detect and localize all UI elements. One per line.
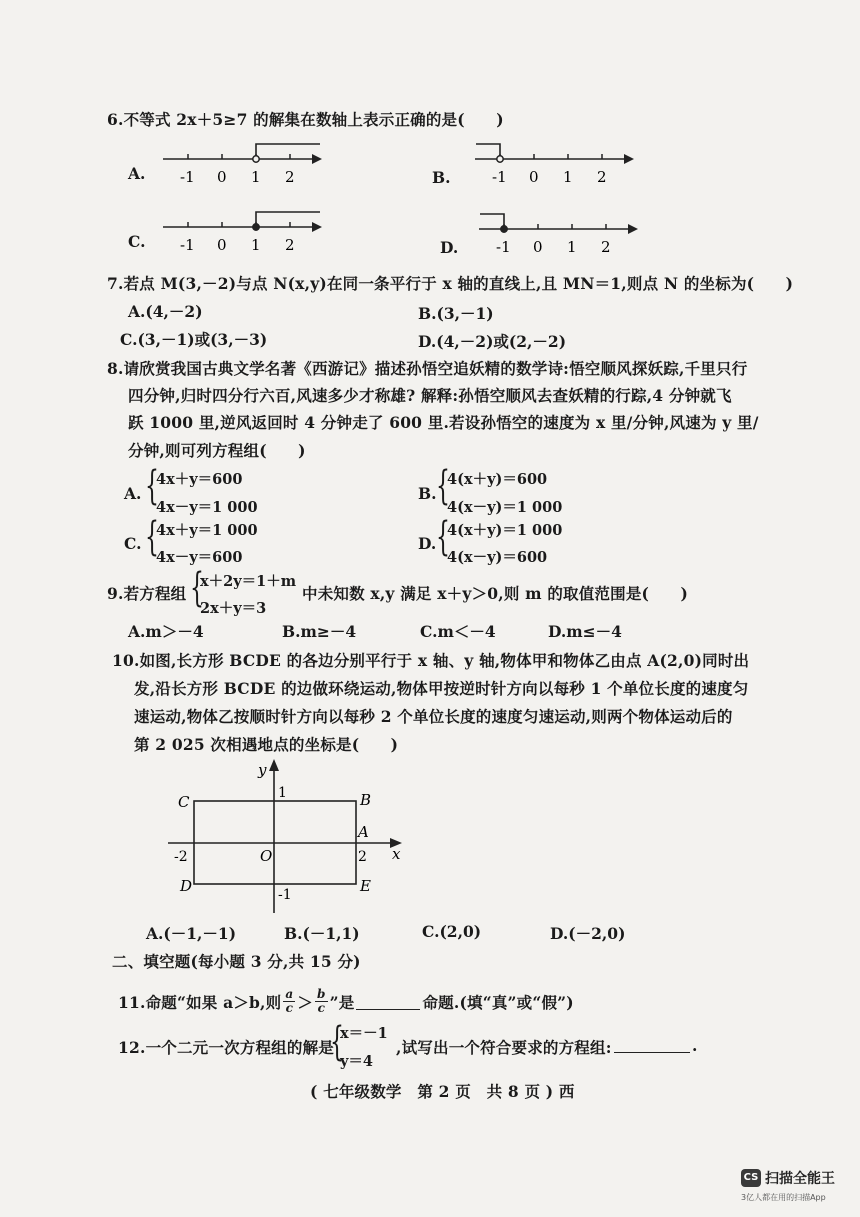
q10-line-4: 第 2 025 次相遇地点的坐标是( ) [134, 735, 399, 754]
q11-answer-blank[interactable] [356, 993, 420, 1010]
q8-line-1: 8.请欣赏我国古典文学名著《西游记》描述孙悟空追妖精的数学诗:悟空顺风探妖踪,千里只行 [107, 359, 748, 378]
q12-suffix: ,试写出一个符合要求的方程组: [396, 1038, 612, 1057]
q10-line-3: 速运动,物体乙按顺时针方向以每秒 2 个单位长度的速度匀速运动,则两个物体运动后的 [134, 707, 733, 726]
q7-option-c: C.(3,－1)或(3,－3) [120, 330, 268, 349]
q8-option-c-letter: C. [124, 534, 142, 553]
q9-prefix: 9.若方程组 [107, 584, 187, 603]
q10-option-c: C.(2,0) [422, 922, 482, 941]
tick-label: 1 [251, 236, 261, 254]
q8-option-b-letter: B. [418, 484, 437, 503]
q12-eq1: x＝－1 [340, 1025, 388, 1042]
q11-prefix: 11.命题“如果 a＞b,则 [118, 992, 282, 1012]
q9-option-b: B.m≥－4 [282, 622, 357, 641]
fraction-numerator: a [285, 987, 294, 1001]
q12-eq2: y＝4 [340, 1053, 374, 1070]
q6-option-d-numberline [476, 208, 646, 258]
left-brace-icon: { [190, 565, 204, 611]
q8-option-c-eq2: 4x－y＝600 [156, 549, 243, 566]
q8-option-d-eq2: 4(x－y)＝600 [447, 549, 548, 566]
label-neg1: -1 [278, 887, 292, 903]
q7-option-d: D.(4,－2)或(2,－2) [418, 332, 567, 351]
tick-label: 2 [597, 168, 607, 186]
q8-option-a-letter: A. [124, 484, 142, 503]
label-y: y [258, 761, 267, 779]
q11-line [118, 988, 574, 1015]
q6-option-c-numberline [160, 206, 330, 256]
q8-option-b-eq2: 4(x－y)＝1 000 [447, 499, 563, 516]
q9-option-a: A.m＞－4 [128, 622, 204, 641]
left-brace-icon: { [330, 1019, 344, 1065]
q9-eq1: x＋2y＝1＋m [200, 573, 297, 590]
camscanner-logo-icon: CS [741, 1169, 761, 1187]
q8-line-4: 分钟,则可列方程组( ) [128, 441, 306, 460]
q6-option-a-numberline [160, 138, 330, 188]
tick-label: -1 [492, 168, 507, 186]
left-brace-icon: { [145, 463, 159, 509]
fraction-numerator: b [317, 987, 326, 1001]
watermark-subtitle: 3亿人都在用的扫描App [741, 1193, 826, 1202]
label-x: x [392, 845, 401, 863]
q7-stem: 7.若点 M(3,－2)与点 N(x,y)在同一条平行于 x 轴的直线上,且 MN＝1,则点 N 的坐标为( ) [107, 274, 794, 293]
q6-stem: 6.不等式 2x＋5≥7 的解集在数轴上表示正确的是( ) [107, 110, 504, 129]
tick-label: -1 [180, 168, 195, 186]
q11-suffix: 命题.(填“真”或“假”) [422, 992, 574, 1012]
page-footer: ( 七年级数学 第 2 页 共 8 页 ) 西 [310, 1082, 575, 1101]
q8-option-a-eq2: 4x－y＝1 000 [156, 499, 258, 516]
label-2: 2 [358, 849, 367, 865]
q9-suffix: 中未知数 x,y 满足 x＋y＞0,则 m 的取值范围是( ) [302, 584, 689, 603]
watermark-title: 扫描全能王 [765, 1171, 835, 1187]
tick-label: 2 [285, 236, 295, 254]
q8-option-b-eq1: 4(x＋y)＝600 [447, 471, 548, 488]
q11-mid: ”是 [329, 992, 355, 1012]
fraction-denominator: c [317, 1001, 326, 1015]
label-c: C [178, 793, 190, 811]
label-neg2: -2 [174, 849, 188, 865]
tick-label: 0 [217, 236, 227, 254]
left-brace-icon: { [436, 463, 450, 509]
tick-label: -1 [180, 236, 195, 254]
q9-option-d: D.m≤－4 [548, 622, 622, 641]
tick-label: 0 [533, 238, 543, 256]
label-a: A [358, 823, 369, 841]
q8-line-2: 四分钟,归时四分行六百,风速多少才称雄? 解释:孙悟空顺风去查妖精的行踪,4 分钟就飞 [128, 386, 732, 405]
label-d: D [180, 877, 193, 895]
section-2-title: 二、填空题(每小题 3 分,共 15 分) [112, 952, 361, 971]
label-e: E [360, 877, 371, 895]
q8-line-3: 跃 1000 里,逆风返回时 4 分钟走了 600 里.若设孙悟空的速度为 x 里/分钟,风速为 y 里/ [128, 413, 759, 432]
q12-prefix: 12.一个二元一次方程组的解是 [118, 1038, 334, 1057]
q12-end: . [692, 1036, 698, 1055]
tick-label: 2 [285, 168, 295, 186]
q8-option-d-eq1: 4(x＋y)＝1 000 [447, 522, 563, 539]
q7-option-a: A.(4,－2) [128, 302, 203, 321]
fraction-denominator: c [285, 1001, 294, 1015]
q10-line-2: 发,沿长方形 BCDE 的边做环绕运动,物体甲按逆时针方向以每秒 1 个单位长度的速度匀 [134, 679, 749, 698]
tick-label: 2 [601, 238, 611, 256]
left-brace-icon: { [436, 514, 450, 560]
q12-answer-blank[interactable] [614, 1036, 690, 1053]
q10-line-1: 10.如图,长方形 BCDE 的各边分别平行于 x 轴、y 轴,物体甲和物体乙由点 A(2,0)同时出 [112, 651, 750, 670]
q9-option-c: C.m＜－4 [420, 622, 496, 641]
q8-option-c-eq1: 4x＋y＝1 000 [156, 522, 258, 539]
q10-option-b: B.(－1,1) [284, 924, 360, 943]
q9-eq2: 2x＋y＝3 [200, 600, 267, 617]
tick-label: 0 [529, 168, 539, 186]
q7-option-b: B.(3,－1) [418, 304, 494, 323]
q11-fraction-a-over-c [283, 988, 295, 1015]
q6-option-b-letter: B. [432, 168, 451, 187]
tick-label: 1 [251, 168, 261, 186]
left-brace-icon: { [145, 514, 159, 560]
q10-option-d: D.(－2,0) [550, 924, 626, 943]
tick-label: 1 [563, 168, 573, 186]
tick-label: -1 [496, 238, 511, 256]
q11-gt: ＞ [297, 992, 314, 1012]
q8-option-d-letter: D. [418, 534, 437, 553]
q6-option-c-letter: C. [128, 232, 146, 251]
q10-option-a: A.(－1,－1) [146, 924, 237, 943]
q11-fraction-b-over-c [315, 988, 328, 1015]
q6-option-d-letter: D. [440, 238, 459, 257]
label-1: 1 [278, 785, 287, 801]
q10-coordinate-figure [160, 755, 420, 920]
q6-option-a-letter: A. [128, 164, 146, 183]
tick-label: 1 [567, 238, 577, 256]
label-b: B [360, 791, 372, 809]
tick-label: 0 [217, 168, 227, 186]
scanner-watermark [741, 1168, 853, 1203]
label-o: O [260, 847, 273, 865]
q6-option-b-numberline [472, 138, 642, 188]
q8-option-a-eq1: 4x＋y＝600 [156, 471, 243, 488]
